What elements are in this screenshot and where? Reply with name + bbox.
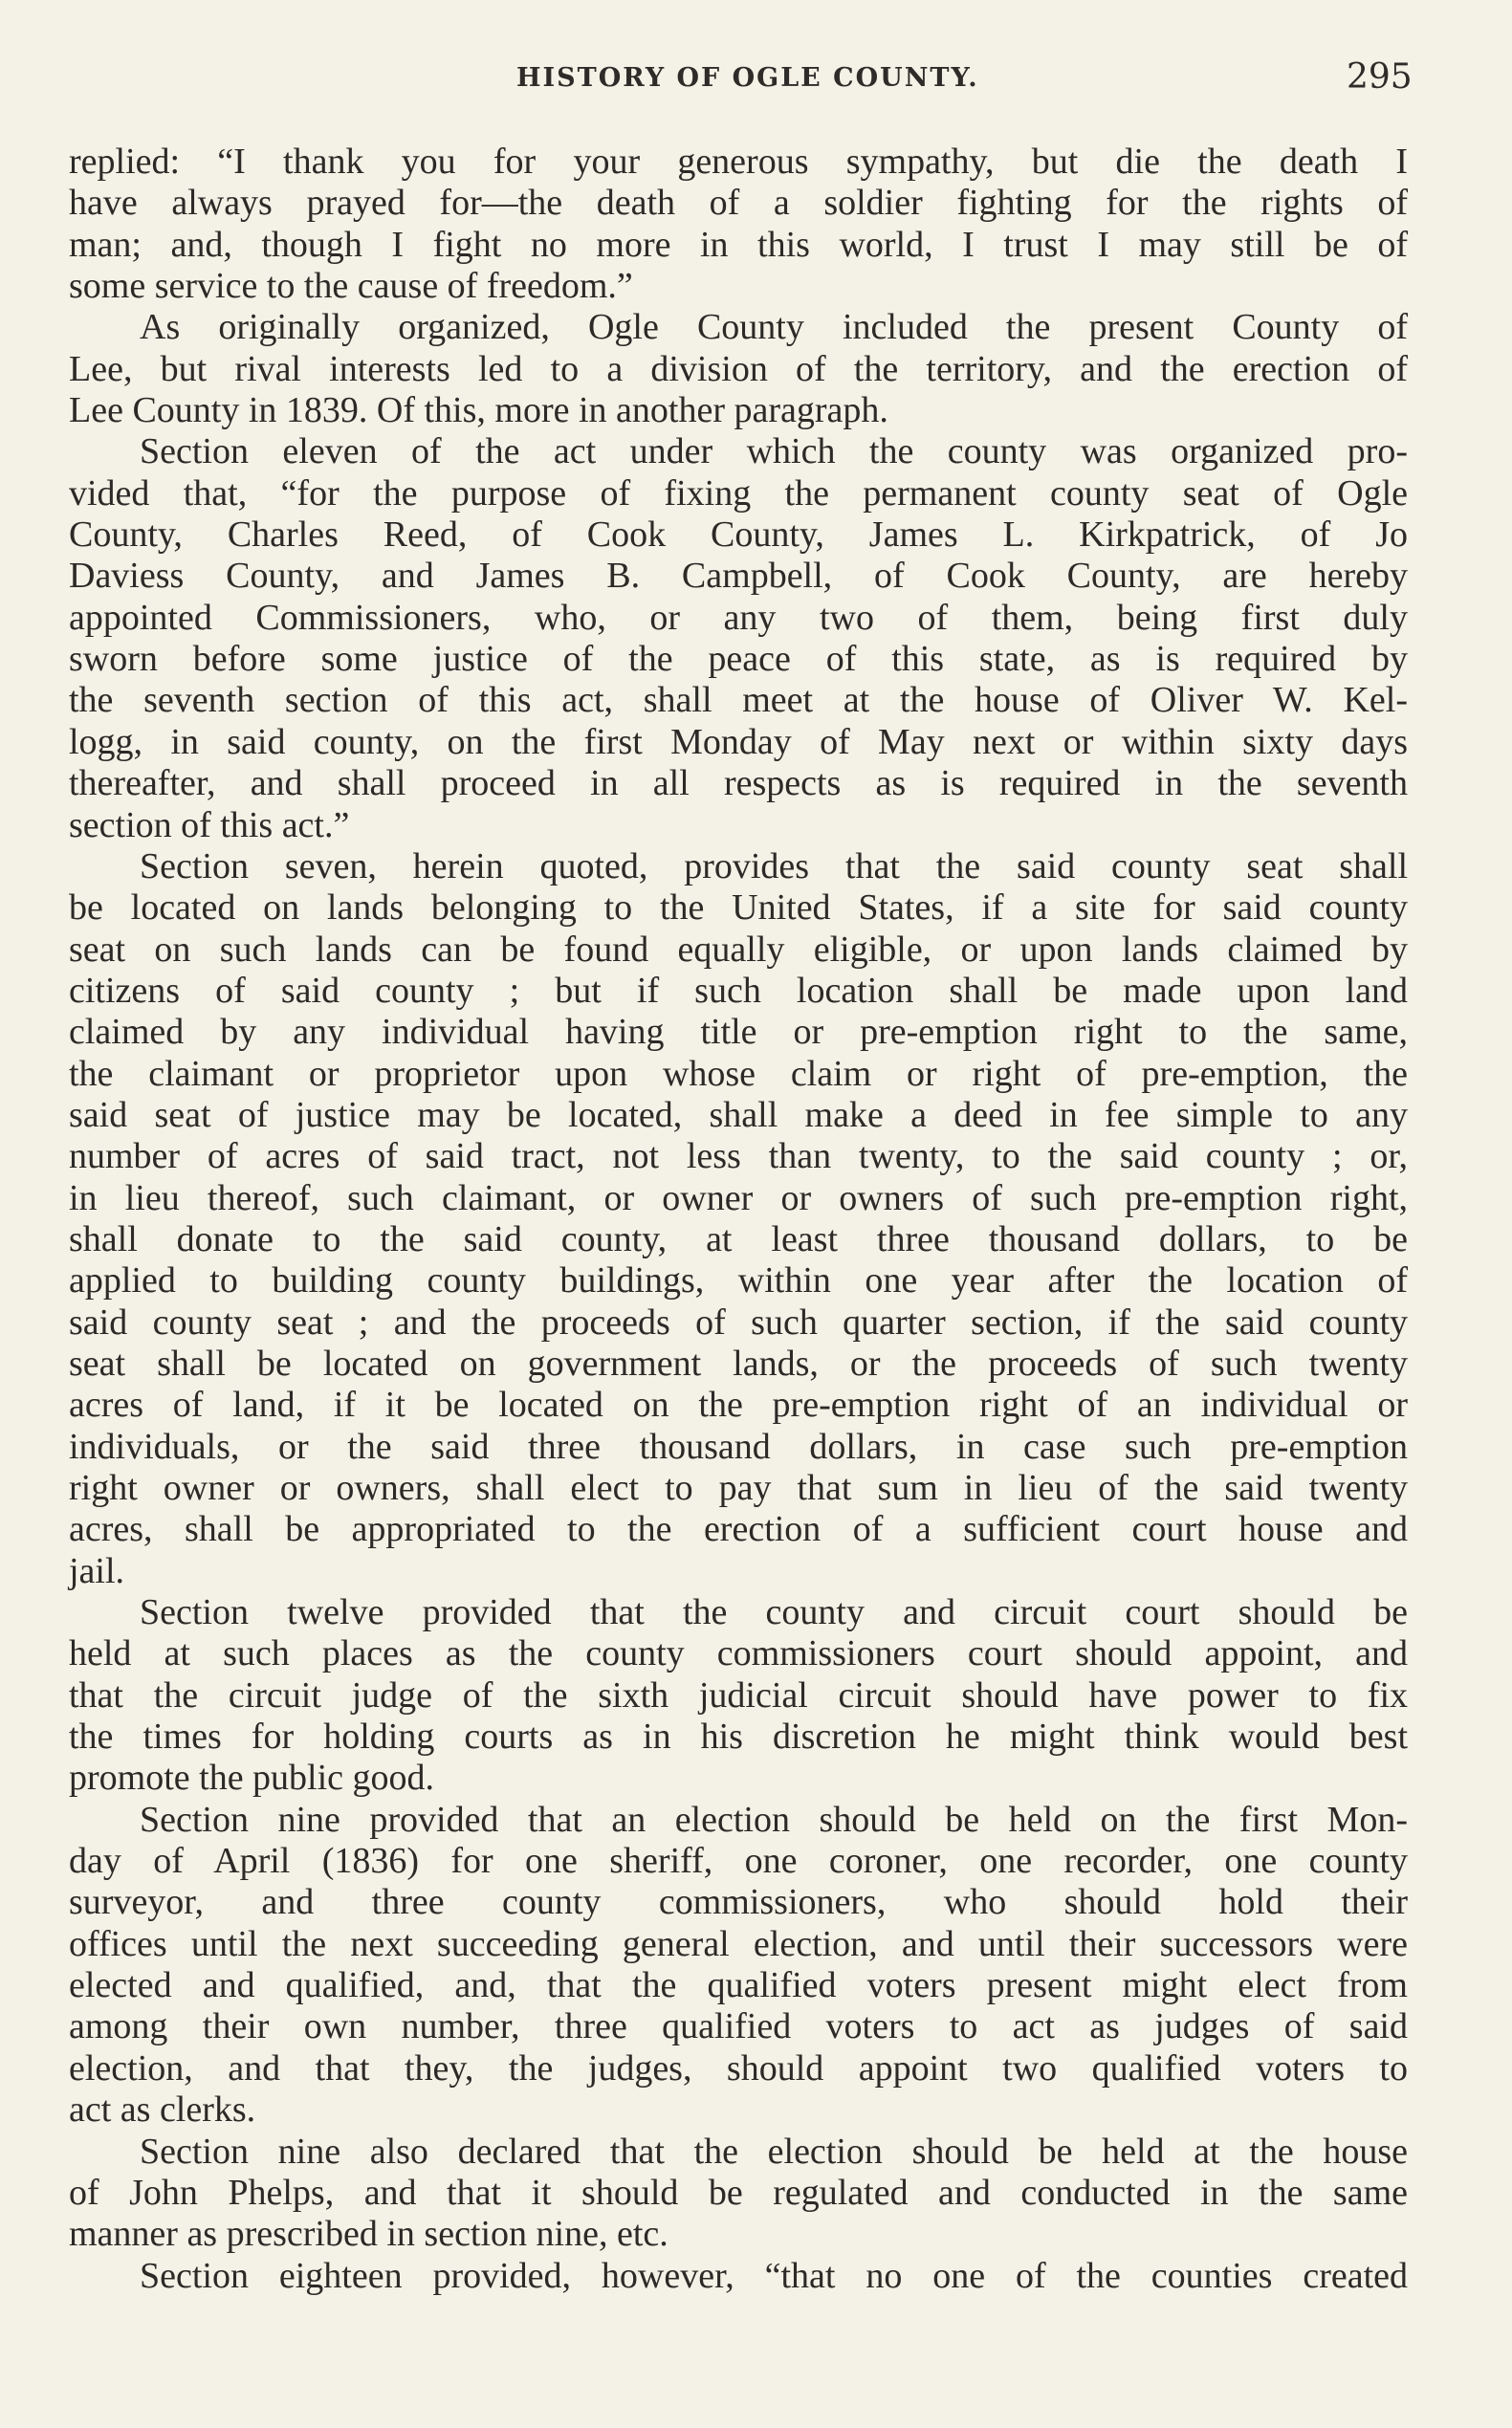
text-line: acres, shall be appropriated to the erection of a sufficient court house and [69,1509,1408,1550]
text-line: County, Charles Reed, of Cook County, James L. Kirkpatrick, of Jo [69,514,1408,556]
text-line: seat shall be located on government lands, or the proceeds of such twenty [69,1343,1408,1384]
text-line: applied to building county buildings, within one year after the location of [69,1260,1408,1301]
text-line: Lee County in 1839. Of this, more in another paragraph. [69,390,888,431]
page-number: 295 [1347,57,1413,97]
text-line: have always prayed for—the death of a soldier fighting for the rights of [69,183,1408,224]
text-line: Section twelve provided that the county and circuit court should be [140,1592,1408,1633]
body-text [69,142,1408,2297]
text-line: Lee, but rival interests led to a division of the territory, and the erection of [69,348,1408,389]
text-line: replied: “I thank you for your generous sympathy, but die the death I [69,142,1408,182]
text-line: in lieu thereof, such claimant, or owner or owners of such pre-emption right, [69,1177,1408,1218]
text-line: As originally organized, Ogle County included the present County of [140,307,1408,348]
text-line: said county seat ; and the proceeds of such quarter section, if the said county [69,1301,1408,1343]
text-line: individuals, or the said three thousand dollars, in case such pre-emption [69,1426,1408,1467]
text-line: Section nine also declared that the election should be held at the house [140,2131,1408,2172]
text-line: section of this act.” [69,804,350,845]
text-line: day of April (1836) for one sheriff, one coroner, one recorder, one county [69,1841,1408,1882]
text-line: Section seven, herein quoted, provides that the said county seat shall [140,845,1408,886]
text-line: of John Phelps, and that it should be regulated and conducted in the same [69,2172,1408,2213]
text-line: shall donate to the said county, at least three thousand dollars, to be [69,1218,1408,1259]
text-line: held at such places as the county commissioners court should appoint, and [69,1633,1408,1674]
text-line: the claimant or proprietor upon whose claim or right of pre-emption, the [69,1053,1408,1094]
text-line: jail. [69,1550,125,1591]
text-line: Section nine provided that an election should be held on the first Mon- [140,1799,1408,1840]
text-line: elected and qualified, and, that the qualified voters present might elect from [69,1965,1408,2006]
text-line: manner as prescribed in section nine, etc. [69,2214,668,2255]
text-line: thereafter, and shall proceed in all respects as is required in the seventh [69,763,1408,804]
text-line: acres of land, if it be located on the pre-emption right of an individual or [69,1385,1408,1426]
text-line: sworn before some justice of the peace of this state, as is required by [69,639,1408,680]
text-line: man; and, though I fight no more in this world, I trust I may still be of [69,224,1408,265]
text-line: act as clerks. [69,2089,256,2131]
text-line: appointed Commissioners, who, or any two of them, being first duly [69,597,1408,638]
text-line: logg, in said county, on the first Monday of May next or within sixty days [69,721,1408,762]
text-line: vided that, “for the purpose of fixing the permanent county seat of Ogle [69,472,1408,514]
text-line: Daviess County, and James B. Campbell, of Cook County, are hereby [69,556,1408,597]
text-line: election, and that they, the judges, should appoint two qualified voters to [69,2047,1408,2089]
text-line: Section eleven of the act under which the county was organized pro- [140,431,1408,472]
text-line: Section eighteen provided, however, “that no one of the counties created [140,2255,1408,2296]
text-line: be located on lands belonging to the United States, if a site for said county [69,887,1408,929]
text-line: among their own number, three qualified voters to act as judges of said [69,2006,1408,2047]
running-title: HISTORY OF OGLE COUNTY. [516,63,979,93]
text-line: right owner or owners, shall elect to pay that sum in lieu of the said twenty [69,1468,1408,1508]
text-line: the seventh section of this act, shall meet at the house of Oliver W. Kel- [69,680,1408,721]
text-line: seat on such lands can be found equally eligible, or upon lands claimed by [69,929,1408,970]
text-line: claimed by any individual having title or pre-emption right to the same, [69,1012,1408,1053]
text-line: surveyor, and three county commissioners, who should hold their [69,1882,1408,1923]
text-line: said seat of justice may be located, shall make a deed in fee simple to any [69,1094,1408,1135]
text-line: the times for holding courts as in his discretion he might think would best [69,1717,1408,1758]
text-line: citizens of said county ; but if such location shall be made upon land [69,970,1408,1011]
text-line: some service to the cause of freedom.” [69,266,633,307]
text-line: that the circuit judge of the sixth judicial circuit should have power to fix [69,1674,1408,1716]
text-line: offices until the next succeeding general election, and until their successors were [69,1923,1408,1964]
running-head [0,57,1512,105]
text-line: promote the public good. [69,1758,435,1799]
text-line: number of acres of said tract, not less than twenty, to the said county ; or, [69,1136,1408,1177]
